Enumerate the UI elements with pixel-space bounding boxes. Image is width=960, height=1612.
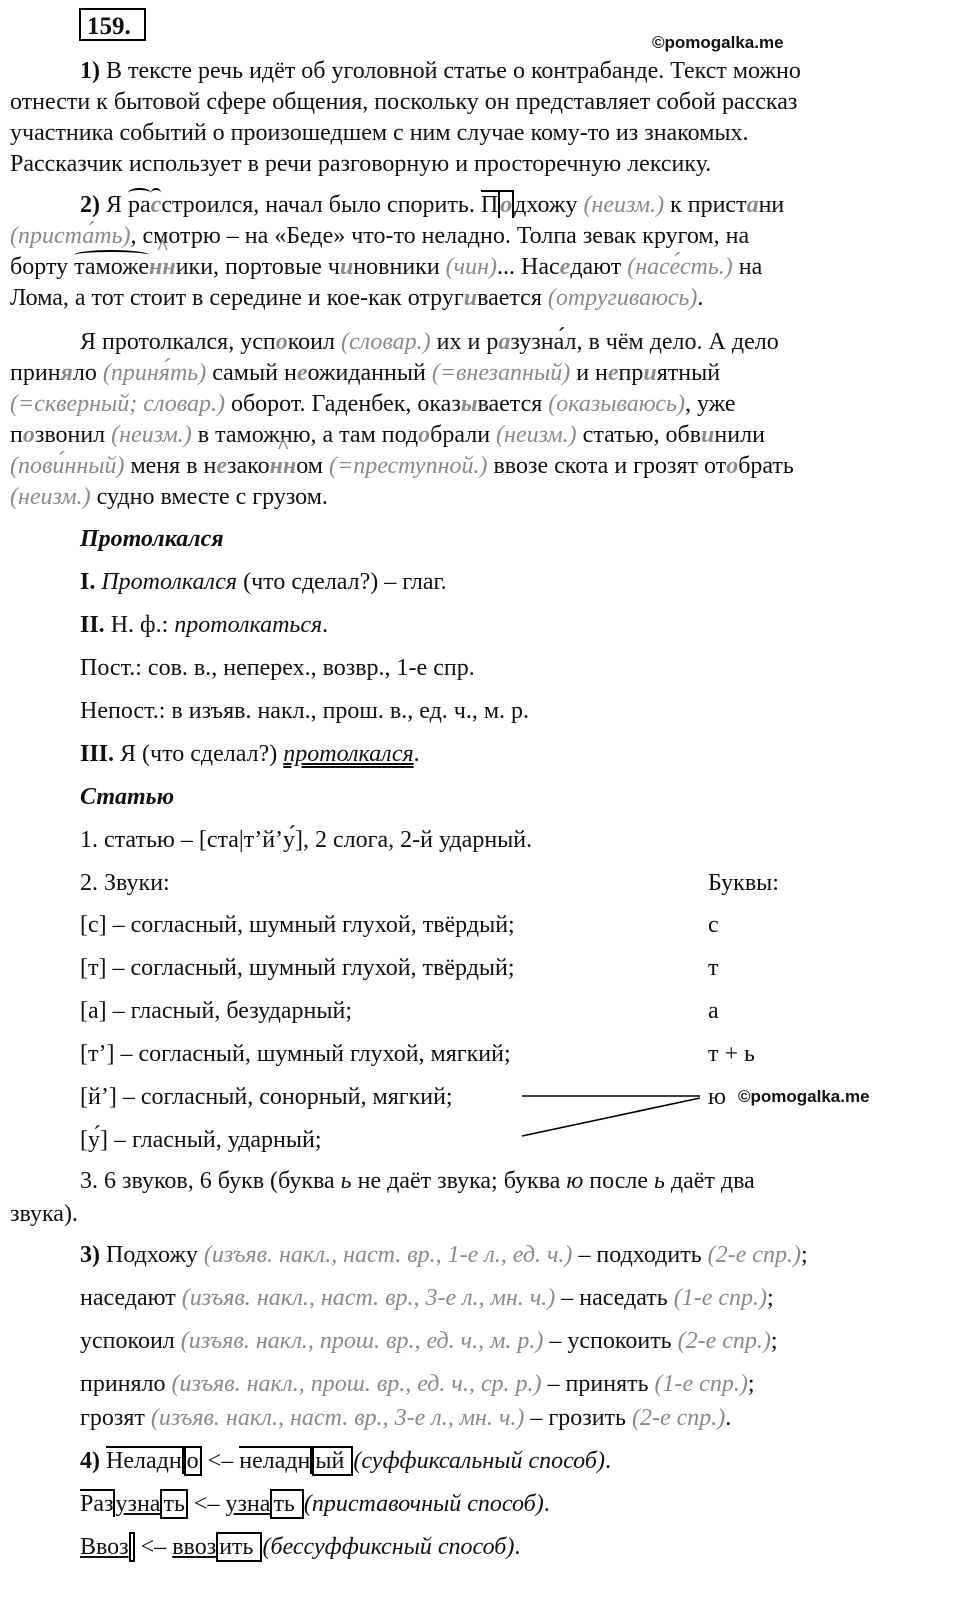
part1-text: В тексте речь идёт об уголовной статье о контрабанде. Текст можно xyxy=(100,58,801,84)
part1-line3: участника событий о произошедшем с ним случае кому-то из знакомых. xyxy=(10,120,749,146)
part2-p2-line3: (=скверный; словар.) оборот. Гаденбек, оказывается (оказываюсь), уже xyxy=(10,391,736,417)
part1-line2: отнести к бытовой сфере общения, поскольку он представляет собой рассказ xyxy=(10,89,798,115)
part2-p1-line2: (приста́ть), смотрю – на «Беде» что-то неладно. Толпа зевак кругом, на xyxy=(10,223,750,249)
part1-line4: Рассказчик использует в речи разговорную и просторечную лексику. xyxy=(10,151,712,177)
sound-row: [а] – гласный, безударный; xyxy=(80,998,353,1024)
part4-row: 4) Неладн о <– неладн ый (суффиксальный способ). xyxy=(80,1448,611,1474)
phon-summary-line2: звука). xyxy=(10,1201,78,1227)
part3-label: 3) xyxy=(80,1242,100,1268)
sounds-header: 2. Звуки: xyxy=(80,870,170,896)
morph-line4: Непост.: в изъяв. накл., прош. в., ед. ч., м. р. xyxy=(80,698,530,724)
part3-row: приняло (изъяв. накл., прош. вр., ед. ч., ср. р.) – принять (1-е спр.); xyxy=(80,1371,755,1397)
part2-p1-line3: борту таможе^ нники, портовые чиновники (чин)... Наседают (насе́сть.) на xyxy=(10,252,762,282)
part3-row: успокоил (изъяв. накл., прош. вр., ед. ч., м. р.) – успокоить (2-е спр.); xyxy=(80,1328,778,1354)
watermark-mid: ©pomogalka.me xyxy=(738,1087,870,1106)
letter-cell: с xyxy=(708,912,719,938)
letters-header: Буквы: xyxy=(708,870,779,896)
part4-row: Разузна ть <– узна ть (приставочный способ). xyxy=(80,1491,550,1517)
morph-line3: Пост.: сов. в., неперех., возвр., 1-е спр. xyxy=(80,655,475,681)
part2-p2-line2: приняло (приня́ть) самый неожиданный (=внезапный) и неприятный xyxy=(10,360,721,386)
sound-row: [т] – согласный, шумный глухой, твёрдый; xyxy=(80,955,515,981)
morph-line5: III. Я (что сделал?) протолкался. xyxy=(80,741,420,767)
watermark-top: ©pomogalka.me xyxy=(652,33,784,52)
part2-p2-line5: (пови́нный) меня в незако^ нном (=преступной.) ввозе скота и грозят отобрать xyxy=(10,451,794,481)
part2-p2-line4: позвонил (неизм.) в таможню, а там подобрали (неизм.) статью, обвинили xyxy=(10,422,765,448)
part3-row: грозят (изъяв. накл., наст. вр., 3-е л., мн. ч.) – грозить (2-е спр.). xyxy=(80,1405,732,1431)
letter-cell: а xyxy=(708,998,719,1024)
letter-cell: т + ь xyxy=(708,1041,755,1067)
part1-label: 1) xyxy=(80,58,100,84)
part2-p2-line6: (неизм.) судно вместе с грузом. xyxy=(10,484,328,510)
part4-label: 4) xyxy=(80,1448,100,1474)
phon-line1: 1. статью – [ста|т’й’у́], 2 слога, 2-й ударный. xyxy=(80,827,533,853)
part2-p1-line1: 2) Я расстроился, начал было спорить. Подхожу (неизм.) к пристани xyxy=(80,192,785,218)
morph-line2: II. Н. ф.: протолкаться. xyxy=(80,612,329,638)
morph-line1: I. Протолкался (что сделал?) – глаг. xyxy=(80,569,447,595)
letter-cell: ю xyxy=(708,1084,726,1110)
part2-label: 2) xyxy=(80,192,100,218)
part3-row: 3) Подхожу (изъяв. накл., наст. вр., 1-е л., ед. ч.) – подходить (2-е спр.); xyxy=(80,1242,808,1268)
task-number: 159. xyxy=(79,8,146,41)
part3-row: наседают (изъяв. накл., наст. вр., 3-е л., мн. ч.) – наседать (1-е спр.); xyxy=(80,1285,774,1311)
sound-row: [й’] – согласный, сонорный, мягкий; xyxy=(80,1084,453,1110)
sound-row: [т’] – согласный, шумный глухой, мягкий; xyxy=(80,1041,511,1067)
part2-p2-line1: Я протолкался, успокоил (словар.) их и разузна́л, в чём дело. А дело xyxy=(80,329,779,355)
phon-title: Статью xyxy=(80,784,175,810)
letter-cell: т xyxy=(708,955,719,981)
sound-row: [у́] – гласный, ударный; xyxy=(80,1127,322,1153)
morph-title: Протолкался xyxy=(80,526,224,552)
phon-summary-line1: 3. 6 звуков, 6 букв (буква ь не даёт звука; буква ю после ь даёт два xyxy=(80,1168,755,1194)
sound-row: [с] – согласный, шумный глухой, твёрдый; xyxy=(80,912,515,938)
part4-row: Ввоз <– ввоз ить (бессуффиксный способ). xyxy=(80,1534,521,1560)
part2-p1-line4: Лома, а тот стоит в середине и кое-как отругивается (отругиваюсь). xyxy=(10,285,704,311)
